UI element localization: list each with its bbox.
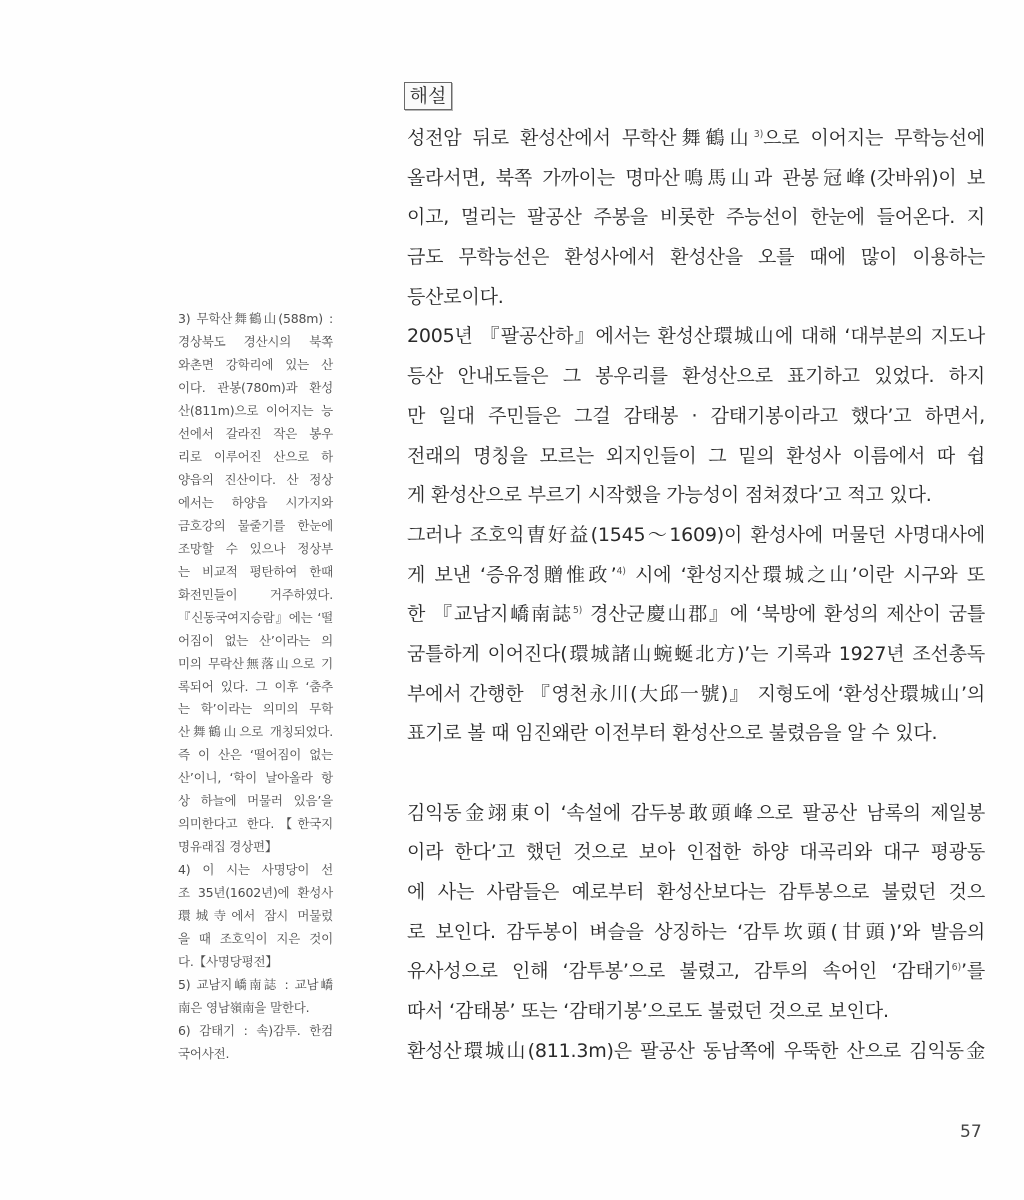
- footnote-line: 조 35년(1602년)에 환성사: [178, 885, 333, 901]
- text-line: [407, 635, 985, 675]
- paragraph: [407, 516, 985, 754]
- footnote-line: 다.【사명당평전】: [178, 954, 278, 970]
- text-segment: 성전암 뒤로 환성산에서 무학산舞鶴山: [407, 127, 754, 149]
- footnote-line: 이다. 관봉(780m)과 환성: [178, 379, 333, 395]
- footnote-ref: 3): [753, 128, 764, 140]
- text-segment: 김익동金翊東이 ‘속설에 감두봉敢頭峰으로 팔공산 남록의 제일봉: [407, 801, 985, 824]
- paragraph: [407, 317, 985, 515]
- footnote-line: 에서는 하양읍 시가지와: [178, 494, 333, 510]
- text-line: [407, 794, 985, 834]
- text-segment: 올라서면, 북쪽 가까이는 명마산鳴馬山과 관봉冠峰(갓바위)이 보: [407, 166, 985, 189]
- text-line: [407, 317, 985, 357]
- text-section: [407, 119, 985, 754]
- text-segment: 등산 안내도들은 그 봉우리를 환성산으로 표기하고 있었다. 하지: [407, 365, 985, 388]
- text-line: [407, 397, 985, 437]
- text-segment: 환성산環城山(811.3m)은 팔공산 동남쪽에 우뚝한 산으로 김익동金: [407, 1039, 985, 1062]
- text-segment: 만 일대 주민들은 그걸 감태봉 · 감태기봉이라고 했다’고 하면서,: [407, 404, 985, 427]
- footnote-line: 경상북도 경산시의 북쪽: [178, 333, 333, 349]
- text-line: [407, 516, 985, 556]
- text-segment: 등산로이다.: [407, 285, 504, 308]
- text-segment: 따서 ‘감태봉’ 또는 ‘감태기봉’으로도 불렀던 것으로 보인다.: [407, 1000, 889, 1023]
- page-number: 57: [960, 1122, 982, 1142]
- footnote-line: 국어사전.: [178, 1046, 230, 1061]
- footnote-line: 는 학’이라는 의미의 무학: [178, 701, 333, 717]
- footnote-line: 5) 교남지嶠南誌 : 교남嶠: [178, 977, 333, 993]
- footnote-line: 화전민들이 거주하였다.: [178, 586, 333, 602]
- footnote-line: 어짐이 없는 산’이라는 의: [178, 632, 333, 648]
- footnote-line: 산舞鶴山으로 개칭되었다.: [178, 724, 333, 740]
- footnote-line: 6) 감태기 : 속)감투. 한컴: [178, 1023, 333, 1039]
- text-line: [407, 278, 985, 318]
- footnote-line: 록되어 있다. 그 이후 ‘춤추: [178, 678, 333, 694]
- text-segment: 2005년 『팔공산하』에서는 환성산環城山에 대해 ‘대부분의 지도나: [407, 325, 985, 348]
- text-segment: ’를: [961, 960, 985, 983]
- footnote-line: 의미한다고 한다.【한국지: [178, 816, 333, 832]
- footnote-line: 『신동국여지승람』에는 ‘떨: [178, 609, 333, 625]
- text-segment: 금도 무학능선은 환성사에서 환성산을 오를 때에 많이 이용하는: [407, 246, 985, 269]
- footnote-line: 선에서 갈라진 작은 봉우: [178, 425, 333, 441]
- text-line: [407, 198, 985, 238]
- text-line: [407, 1032, 985, 1072]
- footnote-line: 미의 무락산無落山으로 기: [178, 655, 333, 671]
- text-segment: 게 환성산으로 부르기 시작했을 가능성이 점쳐졌다’고 적고 있다.: [407, 484, 932, 507]
- text-segment: 굼틀하게 이어진다(環城諸山蜿蜒北方)’는 기록과 1927년 조선총독: [407, 642, 985, 665]
- text-segment: 으로 이어지는 무학능선에: [763, 127, 986, 149]
- footnote-line: 4) 이 시는 사명당이 선: [178, 862, 333, 878]
- footnote-line: 즉 이 산은 ‘떨어짐이 없는: [178, 747, 333, 763]
- footnote-line: 산’이니, ‘학이 날아올라 항: [178, 770, 333, 786]
- footnote-line: 금호강의 물줄기를 한눈에: [178, 517, 333, 533]
- text-line: [407, 992, 985, 1032]
- section-label: 해설: [404, 82, 452, 110]
- text-segment: 시에 ‘환성지산環城之山’이란 시구와 또: [625, 563, 985, 586]
- footnote: [178, 974, 333, 1020]
- text-line: [407, 238, 985, 278]
- text-line: [407, 476, 985, 516]
- footnote-line: 명유래집 경상편】: [178, 839, 278, 855]
- text-segment: 전래의 명칭을 모르는 외지인들이 그 밑의 환성사 이름에서 따 쉽: [407, 444, 985, 467]
- footnote-line: 리로 이루어진 산으로 하: [178, 448, 333, 464]
- text-line: [407, 714, 985, 754]
- footnote-line: 을 때 조호익이 지은 것이: [178, 931, 333, 947]
- text-segment: 에 사는 사람들은 예로부터 환성산보다는 감투봉으로 불렀던 것으: [407, 881, 985, 904]
- footnote-ref: 6): [951, 962, 961, 974]
- footnote-line: 는 비교적 평탄하여 한때: [178, 563, 333, 579]
- text-line: [407, 119, 985, 159]
- text-line: [407, 595, 985, 635]
- footnote: [178, 859, 333, 974]
- footnote-ref: 4): [616, 565, 626, 577]
- text-line: [407, 873, 985, 913]
- paragraph: [407, 794, 985, 1032]
- footnote: [178, 308, 333, 859]
- footnote-line: 南은 영남嶺南을 말한다.: [178, 1000, 310, 1016]
- footnote-line: 3) 무학산舞鶴山(588m) :: [178, 311, 333, 326]
- sidebar-footnotes: [178, 308, 333, 1066]
- footnote-line: 산(811m)으로 이어지는 능: [178, 402, 333, 418]
- text-segment: 이고, 멀리는 팔공산 주봉을 비롯한 주능선이 한눈에 들어온다. 지: [407, 206, 985, 229]
- text-segment: 유사성으로 인해 ‘감투봉’으로 불렸고, 감투의 속어인 ‘감태기: [407, 960, 952, 983]
- footnote-line: 양읍의 진산이다. 산 정상: [178, 471, 333, 487]
- text-segment: 로 보인다. 감두봉이 벼슬을 상징하는 ‘감투坎頭(甘頭)’와 발음의: [407, 920, 985, 943]
- text-segment: 그러나 조호익曺好益(1545～1609)이 환성사에 머물던 사명대사에: [407, 523, 985, 546]
- footnote: [178, 1020, 333, 1066]
- text-section: [407, 794, 985, 1072]
- footnote-line: 조망할 수 있으나 정상부: [178, 540, 333, 556]
- footnote-ref: 5): [572, 605, 583, 617]
- text-line: [407, 833, 985, 873]
- text-line: [407, 913, 985, 953]
- text-line: [407, 357, 985, 397]
- text-segment: 이라 한다’고 했던 것으로 보아 인접한 하양 대곡리와 대구 평광동: [407, 841, 985, 864]
- text-line: [407, 556, 985, 596]
- paragraph: [407, 1032, 985, 1072]
- text-segment: 한 『교남지嶠南誌: [407, 603, 573, 626]
- footnote-line: 環城寺에서 잠시 머물렀: [178, 908, 333, 924]
- main-text-column: [407, 119, 985, 1072]
- text-segment: 게 보낸 ‘증유정贈惟政’: [407, 563, 617, 586]
- paragraph: [407, 119, 985, 317]
- footnote-line: 와촌면 강학리에 있는 산: [178, 356, 333, 372]
- footnote-line: 상 하늘에 머물러 있음’을: [178, 793, 333, 809]
- text-line: [407, 159, 985, 199]
- text-line: [407, 675, 985, 715]
- text-line: [407, 437, 985, 477]
- text-line: [407, 952, 985, 992]
- text-segment: 부에서 간행한 『영천永川(大邱一號)』 지형도에 ‘환성산環城山’의: [407, 682, 985, 705]
- text-segment: 경산군慶山郡』에 ‘북방에 환성의 제산이 굼틀: [582, 603, 985, 626]
- text-segment: 표기로 볼 때 임진왜란 이전부터 환성산으로 불렸음을 알 수 있다.: [407, 722, 938, 745]
